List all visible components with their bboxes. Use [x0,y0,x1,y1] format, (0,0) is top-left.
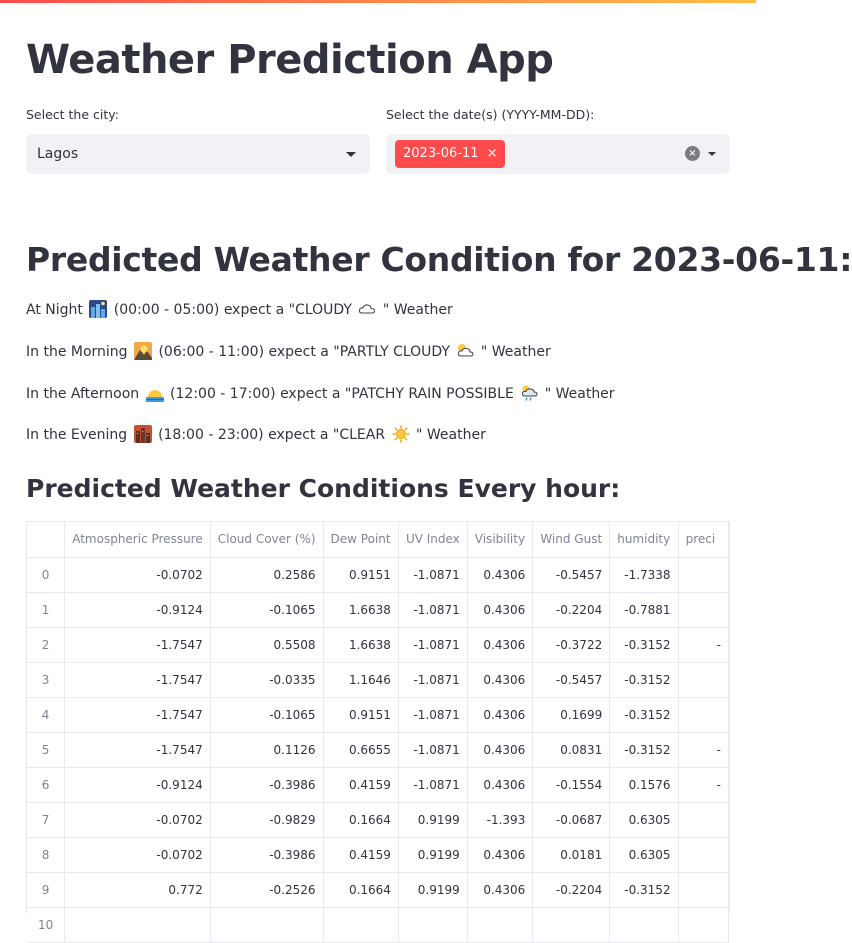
table-cell[interactable]: -0.1065 [210,592,323,627]
condition-heading: Predicted Weather Condition for 2023-06-11: [26,240,852,279]
table-cell[interactable]: 0.1699 [533,697,610,732]
period-line-afternoon [26,384,615,404]
period-line-night [26,300,453,320]
table-cell[interactable]: -0.9124 [65,592,211,627]
table-cell[interactable]: 0.1664 [323,872,398,907]
table-cell[interactable] [678,907,728,942]
table-cell[interactable]: -0.9829 [210,802,323,837]
row-index[interactable]: 1 [27,592,65,627]
table-cell[interactable] [678,557,728,592]
table-cell[interactable]: -0.7881 [610,592,678,627]
column-header[interactable]: Cloud Cover (%) [210,522,323,557]
sun-rain-cloud-emoji [520,384,538,402]
table-cell[interactable]: - [678,732,728,767]
table-cell[interactable]: 0.9151 [323,697,398,732]
row-index[interactable]: 0 [27,557,65,592]
header-decoration-bar [0,0,756,3]
period-text: (12:00 - 17:00) expect a "PATCHY RAIN POSSIBLE [170,386,514,402]
table-row[interactable] [27,662,729,697]
city-select-value: Lagos [37,146,79,162]
table-cell[interactable]: 0.6655 [323,732,398,767]
row-index[interactable]: 7 [27,802,65,837]
row-index[interactable]: 6 [27,767,65,802]
row-index[interactable]: 5 [27,732,65,767]
table-row[interactable] [27,802,729,837]
selected-date-tag-label: 2023-06-11 [403,146,479,161]
period-line-evening [26,425,486,445]
table-header-row [27,522,729,557]
table-cell[interactable]: -1.0871 [398,662,467,697]
table-cell[interactable]: -0.2204 [533,872,610,907]
table-cell[interactable]: 0.6305 [610,802,678,837]
index-header[interactable] [27,522,65,557]
table-cell[interactable]: 0.4306 [467,627,533,662]
table-cell[interactable]: -0.1554 [533,767,610,802]
table-cell[interactable]: -0.2526 [210,872,323,907]
table-cell[interactable]: -1.0871 [398,732,467,767]
page-title: Weather Prediction App [26,37,554,83]
table-cell[interactable]: -0.3152 [610,627,678,662]
hourly-heading: Predicted Weather Conditions Every hour: [26,474,621,503]
chevron-down-icon[interactable] [708,152,716,156]
table-row[interactable] [27,837,729,872]
hourly-dataframe[interactable] [26,521,730,932]
table-cell[interactable]: 0.4306 [467,767,533,802]
table-cell[interactable]: 0.1576 [610,767,678,802]
table-cell[interactable]: 0.5508 [210,627,323,662]
period-text: (18:00 - 23:00) expect a "CLEAR [158,427,386,443]
table-cell[interactable]: 0.4306 [467,592,533,627]
row-index[interactable]: 9 [27,872,65,907]
table-cell[interactable]: 0.4306 [467,837,533,872]
date-multiselect[interactable] [386,134,730,174]
table-cell[interactable]: 0.9199 [398,802,467,837]
chevron-down-icon[interactable] [346,152,356,157]
table-cell[interactable]: 1.6638 [323,592,398,627]
table-cell[interactable]: -0.0335 [210,662,323,697]
table-cell[interactable]: -1.0871 [398,627,467,662]
table-cell[interactable]: -1.393 [467,802,533,837]
clear-all-icon[interactable]: × [685,146,700,161]
period-text: (00:00 - 05:00) expect a "CLOUDY [113,302,352,318]
period-label: In the Afternoon [26,386,140,402]
table-cell[interactable]: 0.0831 [533,732,610,767]
table-row[interactable] [27,627,729,662]
row-index[interactable]: 10 [27,907,65,942]
table-cell[interactable]: 0.6305 [610,837,678,872]
table-cell[interactable] [398,907,467,942]
period-text-end: " Weather [382,302,453,318]
table-cell[interactable]: -0.5457 [533,662,610,697]
remove-tag-icon[interactable]: × [486,146,498,161]
period-label: In the Evening [26,427,128,443]
column-header[interactable]: Atmospheric Pressure [65,522,211,557]
table-cell[interactable]: 0.9199 [398,872,467,907]
table-cell[interactable]: -1.7547 [65,732,211,767]
row-index[interactable]: 3 [27,662,65,697]
table-cell[interactable]: 0.9199 [398,837,467,872]
table-cell[interactable]: 0.4306 [467,697,533,732]
column-header[interactable]: UV Index [398,522,467,557]
cloud-emoji [358,300,376,318]
column-header[interactable]: preci [678,522,728,557]
table-cell[interactable]: -0.0702 [65,837,211,872]
night-city-emoji [89,300,107,318]
table-cell[interactable]: -0.2204 [533,592,610,627]
table-cell[interactable]: -0.0702 [65,802,211,837]
row-index[interactable]: 4 [27,697,65,732]
period-line-morning [26,342,551,362]
table-row[interactable] [27,872,729,907]
table-cell[interactable]: 0.2586 [210,557,323,592]
table-cell[interactable] [533,907,610,942]
table-cell[interactable]: 0.1126 [210,732,323,767]
table-cell[interactable]: 0.0181 [533,837,610,872]
sunrise-mountains-emoji [134,342,152,360]
sunrise-emoji [146,384,164,402]
sun-behind-cloud-emoji [456,342,474,360]
column-header[interactable]: humidity [610,522,678,557]
table-cell[interactable]: 0.4159 [323,837,398,872]
table-cell[interactable]: 0.4306 [467,662,533,697]
table-cell[interactable]: -1.7338 [610,557,678,592]
table-row[interactable] [27,907,729,942]
period-text-end: " Weather [544,386,615,402]
period-text-end: " Weather [480,344,551,360]
table-cell[interactable]: -0.3152 [610,732,678,767]
table-cell[interactable]: - [678,767,728,802]
table-cell[interactable]: 1.1646 [323,662,398,697]
table-cell[interactable]: -1.0871 [398,697,467,732]
table-row[interactable] [27,557,729,592]
table-row[interactable] [27,767,729,802]
table-cell[interactable] [678,592,728,627]
table-cell[interactable]: 0.1664 [323,802,398,837]
hourly-table [27,522,729,943]
column-header[interactable]: Wind Gust [533,522,610,557]
table-cell[interactable] [678,872,728,907]
table-cell[interactable]: -0.0702 [65,557,211,592]
row-index[interactable]: 8 [27,837,65,872]
table-cell[interactable]: -0.9124 [65,767,211,802]
table-row[interactable] [27,592,729,627]
sun-emoji [392,425,410,443]
table-row[interactable] [27,732,729,767]
column-header[interactable]: Dew Point [323,522,398,557]
selected-date-tag[interactable] [395,140,505,168]
column-header[interactable]: Visibility [467,522,533,557]
table-cell[interactable]: -0.3152 [610,872,678,907]
table-cell[interactable] [678,662,728,697]
table-cell[interactable]: 0.4306 [467,557,533,592]
table-cell[interactable]: -1.0871 [398,767,467,802]
city-select[interactable] [26,134,370,174]
period-text-end: " Weather [415,427,486,443]
table-cell[interactable] [467,907,533,942]
table-cell[interactable]: -0.5457 [533,557,610,592]
period-text: (06:00 - 11:00) expect a "PARTLY CLOUDY [158,344,450,360]
table-cell[interactable]: -1.7547 [65,697,211,732]
table-cell[interactable]: 0.4306 [467,872,533,907]
table-cell[interactable] [65,907,211,942]
period-label: In the Morning [26,344,128,360]
table-cell[interactable]: -1.7547 [65,627,211,662]
table-cell[interactable]: 0.772 [65,872,211,907]
table-cell[interactable]: 0.9151 [323,557,398,592]
table-cell[interactable]: 0.4306 [467,732,533,767]
table-row[interactable] [27,697,729,732]
table-cell[interactable]: -0.0687 [533,802,610,837]
table-cell[interactable]: - [678,627,728,662]
table-cell[interactable] [678,837,728,872]
table-cell[interactable] [210,907,323,942]
period-label: At Night [26,302,83,318]
table-cell[interactable]: -0.1065 [210,697,323,732]
table-cell[interactable]: -0.3152 [610,662,678,697]
table-cell[interactable]: -1.0871 [398,592,467,627]
date-select-label: Select the date(s) (YYYY-MM-DD): [386,107,595,122]
table-cell[interactable] [678,802,728,837]
table-cell[interactable]: -0.3986 [210,837,323,872]
table-cell[interactable] [610,907,678,942]
table-cell[interactable] [323,907,398,942]
city-select-label: Select the city: [26,107,119,122]
table-cell[interactable]: 1.6638 [323,627,398,662]
row-index[interactable]: 2 [27,627,65,662]
table-cell[interactable]: -1.7547 [65,662,211,697]
table-cell[interactable] [678,697,728,732]
table-cell[interactable]: 0.4159 [323,767,398,802]
table-cell[interactable]: -0.3152 [610,697,678,732]
table-cell[interactable]: -0.3722 [533,627,610,662]
sunset-city-emoji [134,425,152,443]
table-cell[interactable]: -1.0871 [398,557,467,592]
table-cell[interactable]: -0.3986 [210,767,323,802]
